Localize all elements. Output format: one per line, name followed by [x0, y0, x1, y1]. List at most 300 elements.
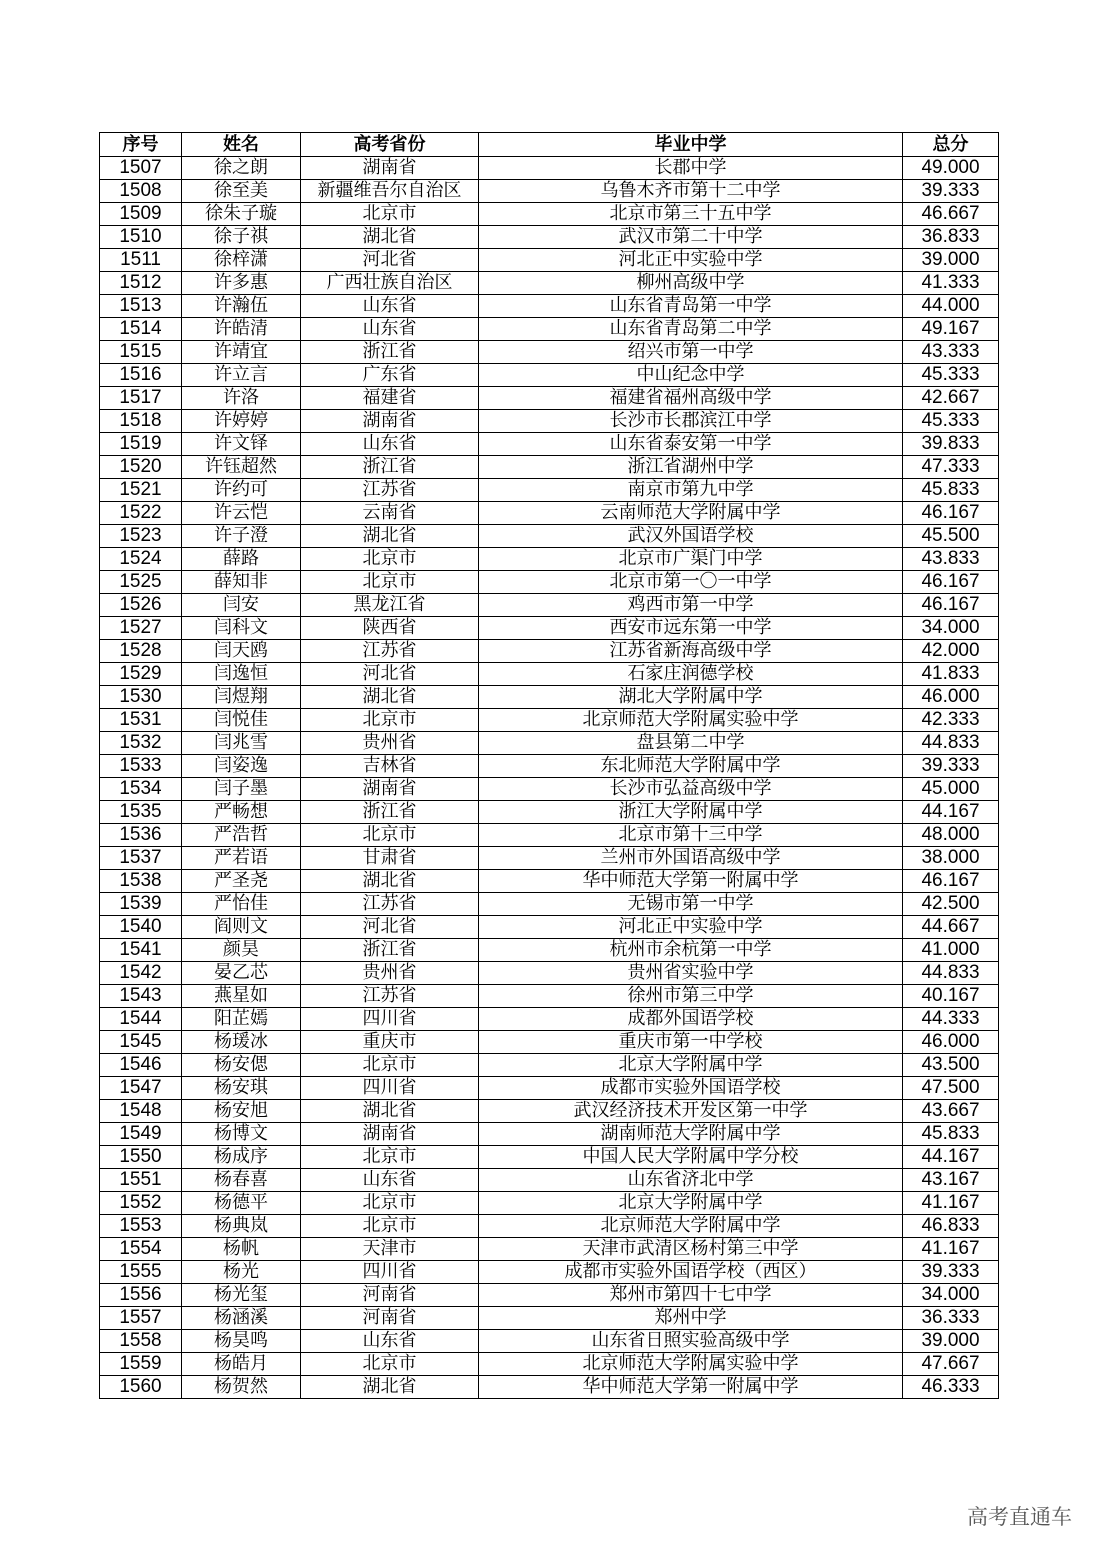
province-cell: 甘肃省	[301, 847, 479, 870]
name-cell: 闫科文	[182, 617, 301, 640]
name-cell: 严畅想	[182, 801, 301, 824]
school-cell: 湖北大学附属中学	[479, 686, 903, 709]
score-cell: 46.167	[903, 594, 999, 617]
table-row	[100, 157, 999, 180]
score-cell: 39.333	[903, 180, 999, 203]
serial-cell: 1527	[100, 617, 182, 640]
school-cell: 长沙市弘益高级中学	[479, 778, 903, 801]
name-cell: 杨安旭	[182, 1100, 301, 1123]
province-cell: 山东省	[301, 1330, 479, 1353]
name-cell: 阳芷嫣	[182, 1008, 301, 1031]
name-cell: 杨春喜	[182, 1169, 301, 1192]
serial-cell: 1547	[100, 1077, 182, 1100]
score-cell: 41.167	[903, 1192, 999, 1215]
serial-cell: 1525	[100, 571, 182, 594]
serial-cell: 1514	[100, 318, 182, 341]
province-cell: 北京市	[301, 203, 479, 226]
name-cell: 薛知非	[182, 571, 301, 594]
table-row	[100, 1330, 999, 1353]
school-cell: 北京市广渠门中学	[479, 548, 903, 571]
province-cell: 北京市	[301, 548, 479, 571]
score-cell: 45.833	[903, 1123, 999, 1146]
table-row	[100, 433, 999, 456]
serial-cell: 1530	[100, 686, 182, 709]
table-row	[100, 1077, 999, 1100]
table-row	[100, 410, 999, 433]
table-row	[100, 916, 999, 939]
school-cell: 成都外国语学校	[479, 1008, 903, 1031]
name-cell: 许多惠	[182, 272, 301, 295]
name-cell: 徐至美	[182, 180, 301, 203]
province-cell: 重庆市	[301, 1031, 479, 1054]
serial-cell: 1511	[100, 249, 182, 272]
province-cell: 浙江省	[301, 939, 479, 962]
school-cell: 石家庄润德学校	[479, 663, 903, 686]
name-cell: 徐子祺	[182, 226, 301, 249]
score-cell: 49.167	[903, 318, 999, 341]
table-row	[100, 962, 999, 985]
name-cell: 闫兆雪	[182, 732, 301, 755]
school-cell: 长郡中学	[479, 157, 903, 180]
serial-cell: 1507	[100, 157, 182, 180]
serial-cell: 1509	[100, 203, 182, 226]
serial-cell: 1510	[100, 226, 182, 249]
province-cell: 山东省	[301, 318, 479, 341]
school-cell: 长沙市长郡滨江中学	[479, 410, 903, 433]
table-row	[100, 1054, 999, 1077]
score-cell: 46.167	[903, 571, 999, 594]
serial-cell: 1521	[100, 479, 182, 502]
serial-cell: 1539	[100, 893, 182, 916]
school-cell: 河北正中实验中学	[479, 249, 903, 272]
province-cell: 云南省	[301, 502, 479, 525]
province-cell: 北京市	[301, 1146, 479, 1169]
table-row	[100, 318, 999, 341]
province-cell: 四川省	[301, 1008, 479, 1031]
score-cell: 43.333	[903, 341, 999, 364]
province-cell: 黑龙江省	[301, 594, 479, 617]
score-cell: 39.333	[903, 1261, 999, 1284]
name-cell: 杨博文	[182, 1123, 301, 1146]
serial-cell: 1546	[100, 1054, 182, 1077]
serial-cell: 1556	[100, 1284, 182, 1307]
school-cell: 北京市第十三中学	[479, 824, 903, 847]
watermark: 高考直通车	[967, 1505, 1072, 1529]
school-cell: 中山纪念中学	[479, 364, 903, 387]
score-cell: 38.000	[903, 847, 999, 870]
table-row	[100, 525, 999, 548]
score-cell: 40.167	[903, 985, 999, 1008]
school-cell: 南京市第九中学	[479, 479, 903, 502]
school-cell: 柳州高级中学	[479, 272, 903, 295]
school-cell: 贵州省实验中学	[479, 962, 903, 985]
score-cell: 43.500	[903, 1054, 999, 1077]
table-row	[100, 272, 999, 295]
serial-cell: 1531	[100, 709, 182, 732]
score-table	[99, 132, 999, 1399]
serial-cell: 1559	[100, 1353, 182, 1376]
school-cell: 东北师范大学附属中学	[479, 755, 903, 778]
province-cell: 北京市	[301, 1215, 479, 1238]
serial-cell: 1557	[100, 1307, 182, 1330]
school-cell: 北京大学附属中学	[479, 1192, 903, 1215]
name-cell: 许立言	[182, 364, 301, 387]
school-cell: 河北正中实验中学	[479, 916, 903, 939]
score-cell: 44.833	[903, 962, 999, 985]
serial-cell: 1560	[100, 1376, 182, 1399]
score-cell: 36.833	[903, 226, 999, 249]
school-cell: 浙江省湖州中学	[479, 456, 903, 479]
province-cell: 四川省	[301, 1077, 479, 1100]
table-row	[100, 1100, 999, 1123]
serial-cell: 1553	[100, 1215, 182, 1238]
table-row	[100, 801, 999, 824]
province-cell: 浙江省	[301, 801, 479, 824]
province-cell: 吉林省	[301, 755, 479, 778]
score-cell: 47.500	[903, 1077, 999, 1100]
province-cell: 湖南省	[301, 778, 479, 801]
school-cell: 江苏省新海高级中学	[479, 640, 903, 663]
province-cell: 湖北省	[301, 226, 479, 249]
table-row	[100, 1353, 999, 1376]
province-cell: 贵州省	[301, 962, 479, 985]
table-row	[100, 1284, 999, 1307]
score-cell: 45.000	[903, 778, 999, 801]
province-cell: 江苏省	[301, 640, 479, 663]
school-cell: 山东省泰安第一中学	[479, 433, 903, 456]
score-cell: 43.667	[903, 1100, 999, 1123]
serial-cell: 1555	[100, 1261, 182, 1284]
table-row	[100, 1238, 999, 1261]
school-cell: 徐州市第三中学	[479, 985, 903, 1008]
serial-cell: 1524	[100, 548, 182, 571]
name-cell: 晏乙芯	[182, 962, 301, 985]
school-cell: 中国人民大学附属中学分校	[479, 1146, 903, 1169]
province-cell: 山东省	[301, 433, 479, 456]
province-cell: 江苏省	[301, 985, 479, 1008]
province-cell: 江苏省	[301, 479, 479, 502]
serial-cell: 1544	[100, 1008, 182, 1031]
table-row	[100, 295, 999, 318]
serial-cell: 1542	[100, 962, 182, 985]
score-cell: 46.167	[903, 870, 999, 893]
province-cell: 河南省	[301, 1307, 479, 1330]
school-cell: 重庆市第一中学校	[479, 1031, 903, 1054]
school-cell: 浙江大学附属中学	[479, 801, 903, 824]
score-cell: 42.000	[903, 640, 999, 663]
score-cell: 44.333	[903, 1008, 999, 1031]
serial-cell: 1538	[100, 870, 182, 893]
school-cell: 杭州市余杭第一中学	[479, 939, 903, 962]
serial-cell: 1516	[100, 364, 182, 387]
serial-cell: 1545	[100, 1031, 182, 1054]
name-cell: 许约可	[182, 479, 301, 502]
name-cell: 闫子墨	[182, 778, 301, 801]
province-cell: 北京市	[301, 1192, 479, 1215]
school-cell: 天津市武清区杨村第三中学	[479, 1238, 903, 1261]
province-cell: 河北省	[301, 916, 479, 939]
table-row	[100, 732, 999, 755]
school-cell: 无锡市第一中学	[479, 893, 903, 916]
province-cell: 北京市	[301, 1353, 479, 1376]
score-cell: 49.000	[903, 157, 999, 180]
province-cell: 河北省	[301, 249, 479, 272]
province-cell: 贵州省	[301, 732, 479, 755]
name-cell: 杨安琪	[182, 1077, 301, 1100]
school-cell: 西安市远东第一中学	[479, 617, 903, 640]
serial-cell: 1534	[100, 778, 182, 801]
table-row	[100, 778, 999, 801]
school-cell: 山东省青岛第二中学	[479, 318, 903, 341]
name-cell: 许子澄	[182, 525, 301, 548]
school-cell: 山东省济北中学	[479, 1169, 903, 1192]
score-cell: 39.000	[903, 249, 999, 272]
score-cell: 43.167	[903, 1169, 999, 1192]
province-cell: 湖北省	[301, 525, 479, 548]
table-header	[100, 133, 999, 157]
table-row	[100, 617, 999, 640]
school-cell: 湖南师范大学附属中学	[479, 1123, 903, 1146]
table-row	[100, 824, 999, 847]
name-cell: 许云恺	[182, 502, 301, 525]
name-cell: 严圣尧	[182, 870, 301, 893]
table-row	[100, 709, 999, 732]
school-cell: 山东省日照实验高级中学	[479, 1330, 903, 1353]
name-cell: 严浩哲	[182, 824, 301, 847]
table-row	[100, 1169, 999, 1192]
province-cell: 天津市	[301, 1238, 479, 1261]
school-cell: 山东省青岛第一中学	[479, 295, 903, 318]
name-cell: 闫煜翔	[182, 686, 301, 709]
table-row	[100, 548, 999, 571]
serial-cell: 1541	[100, 939, 182, 962]
name-cell: 杨成序	[182, 1146, 301, 1169]
name-cell: 闫天鸥	[182, 640, 301, 663]
name-cell: 闫逸恒	[182, 663, 301, 686]
serial-cell: 1519	[100, 433, 182, 456]
name-cell: 徐之朗	[182, 157, 301, 180]
serial-cell: 1558	[100, 1330, 182, 1353]
table-row	[100, 180, 999, 203]
name-cell: 杨帆	[182, 1238, 301, 1261]
name-cell: 闫姿逸	[182, 755, 301, 778]
province-cell: 浙江省	[301, 341, 479, 364]
score-cell: 43.833	[903, 548, 999, 571]
table-row	[100, 640, 999, 663]
province-cell: 湖北省	[301, 1376, 479, 1399]
province-cell: 河南省	[301, 1284, 479, 1307]
province-cell: 湖北省	[301, 870, 479, 893]
table-row	[100, 1215, 999, 1238]
table-row	[100, 203, 999, 226]
name-cell: 杨典岚	[182, 1215, 301, 1238]
score-cell: 41.833	[903, 663, 999, 686]
province-cell: 江苏省	[301, 893, 479, 916]
table-row	[100, 847, 999, 870]
score-cell: 42.500	[903, 893, 999, 916]
table-row	[100, 686, 999, 709]
school-cell: 武汉外国语学校	[479, 525, 903, 548]
score-cell: 42.667	[903, 387, 999, 410]
score-cell: 46.833	[903, 1215, 999, 1238]
name-cell: 严若语	[182, 847, 301, 870]
school-cell: 盘县第二中学	[479, 732, 903, 755]
school-cell: 绍兴市第一中学	[479, 341, 903, 364]
score-cell: 46.167	[903, 502, 999, 525]
province-cell: 湖南省	[301, 410, 479, 433]
score-cell: 44.167	[903, 1146, 999, 1169]
school-cell: 北京市第一〇一中学	[479, 571, 903, 594]
score-cell: 39.000	[903, 1330, 999, 1353]
score-cell: 45.333	[903, 364, 999, 387]
serial-cell: 1513	[100, 295, 182, 318]
name-cell: 杨涵溪	[182, 1307, 301, 1330]
serial-cell: 1515	[100, 341, 182, 364]
score-cell: 46.333	[903, 1376, 999, 1399]
school-cell: 北京大学附属中学	[479, 1054, 903, 1077]
name-cell: 徐朱子璇	[182, 203, 301, 226]
table-row	[100, 755, 999, 778]
table-row	[100, 1123, 999, 1146]
serial-cell: 1554	[100, 1238, 182, 1261]
serial-cell: 1518	[100, 410, 182, 433]
score-cell: 45.333	[903, 410, 999, 433]
name-cell: 杨昊鸣	[182, 1330, 301, 1353]
province-cell: 四川省	[301, 1261, 479, 1284]
table-row	[100, 1192, 999, 1215]
table-row	[100, 571, 999, 594]
school-cell: 华中师范大学第一附属中学	[479, 870, 903, 893]
score-cell: 39.833	[903, 433, 999, 456]
serial-cell: 1532	[100, 732, 182, 755]
name-cell: 阎则文	[182, 916, 301, 939]
name-cell: 许靖宜	[182, 341, 301, 364]
table-row	[100, 341, 999, 364]
score-cell: 41.333	[903, 272, 999, 295]
name-cell: 杨德平	[182, 1192, 301, 1215]
name-cell: 许婷婷	[182, 410, 301, 433]
province-cell: 广东省	[301, 364, 479, 387]
serial-cell: 1512	[100, 272, 182, 295]
serial-cell: 1522	[100, 502, 182, 525]
serial-cell: 1535	[100, 801, 182, 824]
score-cell: 44.167	[903, 801, 999, 824]
serial-cell: 1526	[100, 594, 182, 617]
score-cell: 41.167	[903, 1238, 999, 1261]
score-cell: 47.333	[903, 456, 999, 479]
table-row	[100, 1376, 999, 1399]
serial-cell: 1533	[100, 755, 182, 778]
province-cell: 湖北省	[301, 1100, 479, 1123]
serial-cell: 1528	[100, 640, 182, 663]
serial-cell: 1523	[100, 525, 182, 548]
score-cell: 44.833	[903, 732, 999, 755]
name-cell: 徐梓潇	[182, 249, 301, 272]
province-cell: 北京市	[301, 709, 479, 732]
province-cell: 福建省	[301, 387, 479, 410]
name-cell: 闫安	[182, 594, 301, 617]
name-cell: 杨光玺	[182, 1284, 301, 1307]
school-cell: 福建省福州高级中学	[479, 387, 903, 410]
province-cell: 北京市	[301, 824, 479, 847]
table-body	[100, 157, 999, 1399]
serial-cell: 1536	[100, 824, 182, 847]
score-cell: 44.000	[903, 295, 999, 318]
school-cell: 北京师范大学附属中学	[479, 1215, 903, 1238]
name-cell: 许皓清	[182, 318, 301, 341]
header-school: 毕业中学	[479, 133, 903, 157]
serial-cell: 1517	[100, 387, 182, 410]
name-cell: 许瀚伍	[182, 295, 301, 318]
school-cell: 乌鲁木齐市第十二中学	[479, 180, 903, 203]
serial-cell: 1549	[100, 1123, 182, 1146]
table-row	[100, 1031, 999, 1054]
school-cell: 郑州市第四十七中学	[479, 1284, 903, 1307]
serial-cell: 1551	[100, 1169, 182, 1192]
table-row	[100, 1307, 999, 1330]
serial-cell: 1529	[100, 663, 182, 686]
header-score: 总分	[903, 133, 999, 157]
score-cell: 46.000	[903, 1031, 999, 1054]
school-cell: 兰州市外国语高级中学	[479, 847, 903, 870]
province-cell: 湖北省	[301, 686, 479, 709]
score-cell: 42.333	[903, 709, 999, 732]
table-row	[100, 226, 999, 249]
score-cell: 46.000	[903, 686, 999, 709]
name-cell: 许钰超然	[182, 456, 301, 479]
name-cell: 杨光	[182, 1261, 301, 1284]
table-row	[100, 364, 999, 387]
serial-cell: 1520	[100, 456, 182, 479]
serial-cell: 1543	[100, 985, 182, 1008]
school-cell: 北京师范大学附属实验中学	[479, 709, 903, 732]
table-row	[100, 1008, 999, 1031]
score-cell: 34.000	[903, 617, 999, 640]
school-cell: 北京市第三十五中学	[479, 203, 903, 226]
province-cell: 河北省	[301, 663, 479, 686]
score-cell: 39.333	[903, 755, 999, 778]
name-cell: 闫悦佳	[182, 709, 301, 732]
name-cell: 杨瑗冰	[182, 1031, 301, 1054]
table-row	[100, 939, 999, 962]
score-cell: 41.000	[903, 939, 999, 962]
province-cell: 湖南省	[301, 157, 479, 180]
province-cell: 山东省	[301, 295, 479, 318]
serial-cell: 1540	[100, 916, 182, 939]
school-cell: 成都市实验外国语学校（西区）	[479, 1261, 903, 1284]
province-cell: 陕西省	[301, 617, 479, 640]
name-cell: 颜昊	[182, 939, 301, 962]
score-cell: 46.667	[903, 203, 999, 226]
header-province: 高考省份	[301, 133, 479, 157]
name-cell: 杨安偲	[182, 1054, 301, 1077]
table-row	[100, 663, 999, 686]
serial-cell: 1508	[100, 180, 182, 203]
table-row	[100, 456, 999, 479]
province-cell: 湖南省	[301, 1123, 479, 1146]
serial-cell: 1537	[100, 847, 182, 870]
school-cell: 华中师范大学第一附属中学	[479, 1376, 903, 1399]
province-cell: 广西壮族自治区	[301, 272, 479, 295]
province-cell: 山东省	[301, 1169, 479, 1192]
table-row	[100, 893, 999, 916]
table-row	[100, 387, 999, 410]
table-row	[100, 249, 999, 272]
name-cell: 燕星如	[182, 985, 301, 1008]
score-cell: 45.833	[903, 479, 999, 502]
score-cell: 48.000	[903, 824, 999, 847]
table-row	[100, 870, 999, 893]
